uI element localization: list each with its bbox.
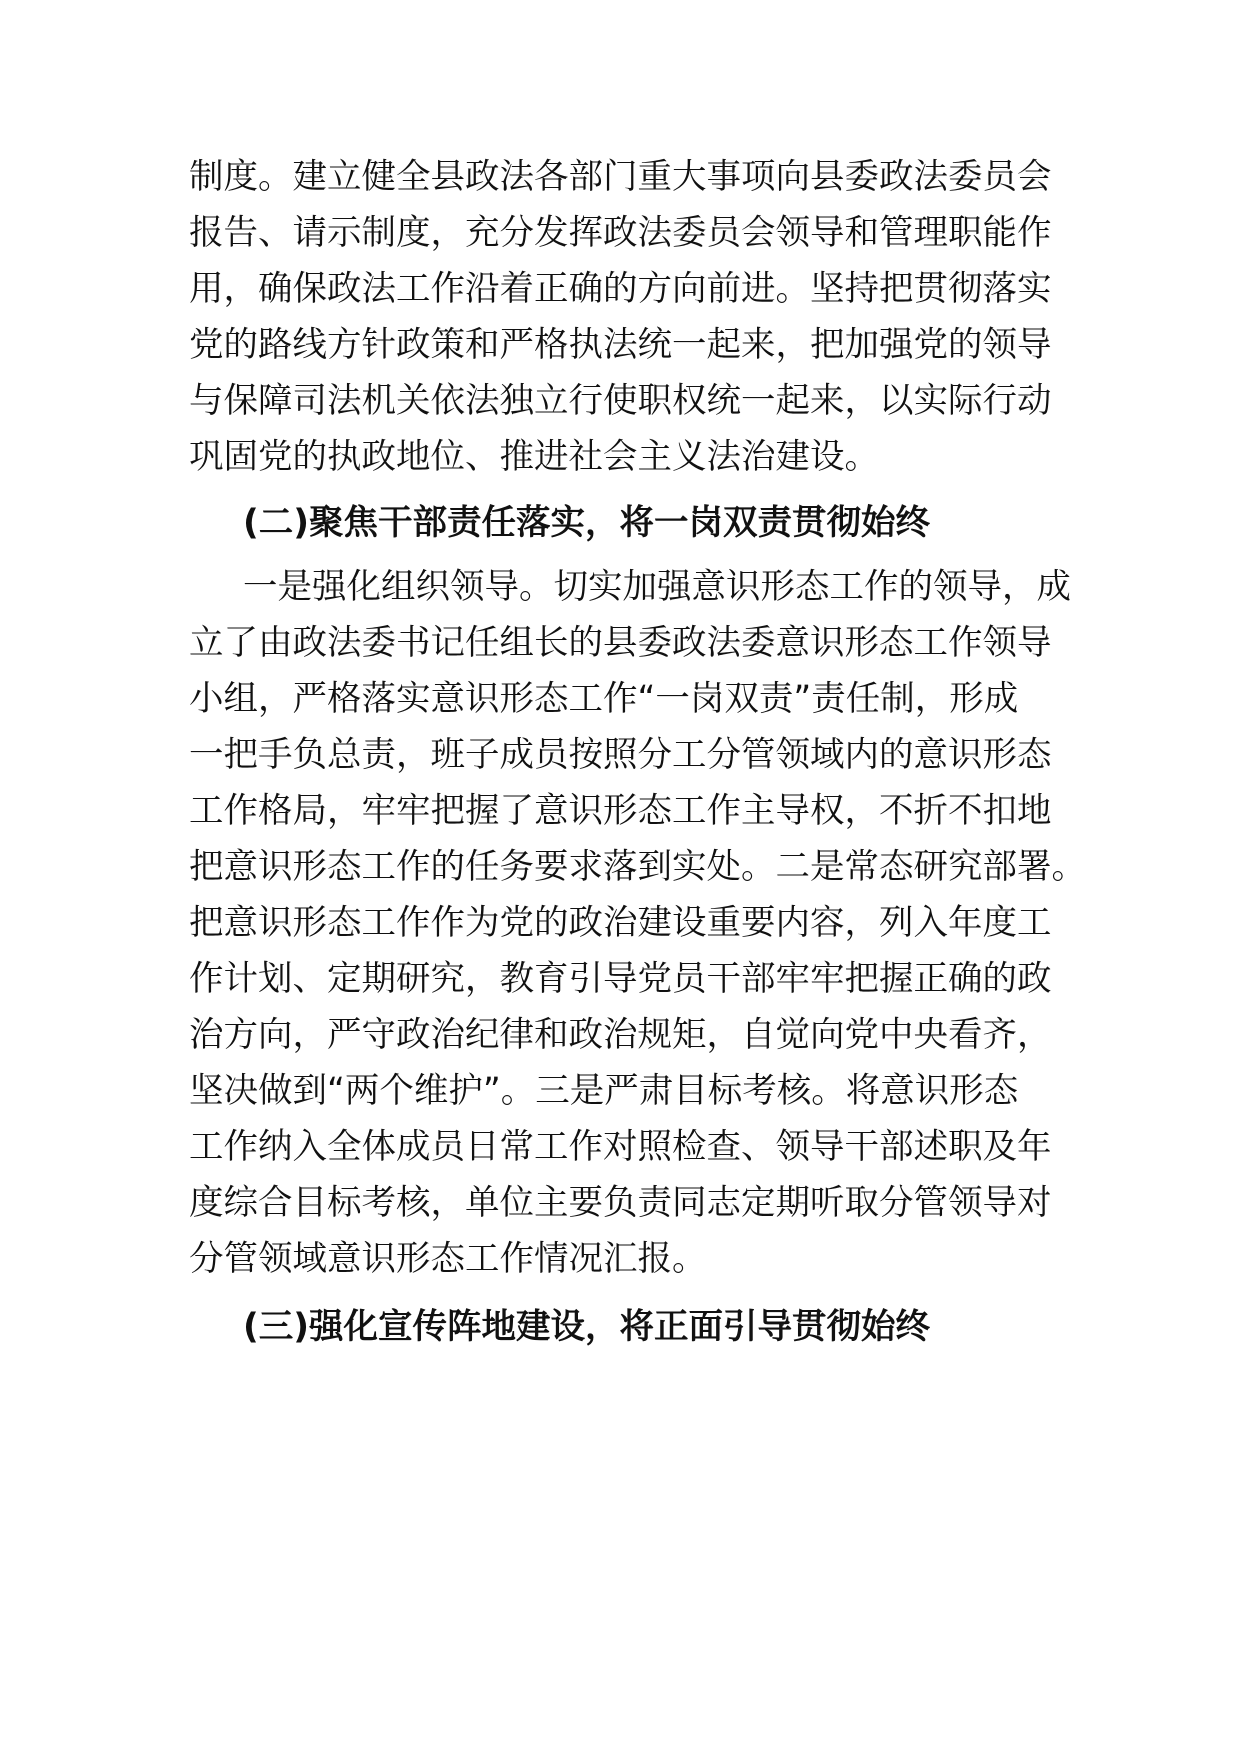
paragraph2-line-6: 把意识形态工作的任务要求落到实处。二是常态研究部署。	[189, 847, 1086, 887]
paragraph2-line-5: 工作格局，牢牢把握了意识形态工作主导权，不折不扣地	[189, 791, 1052, 831]
paragraph2-line-1: 一是强化组织领导。切实加强意识形态工作的领导，成	[243, 567, 1071, 607]
paragraph1-line-1: 制度。建立健全县政法各部门重大事项向县委政法委员会	[189, 157, 1052, 197]
paragraph2-line-12: 度综合目标考核，单位主要负责同志定期听取分管领导对	[189, 1183, 1052, 1223]
paragraph2-line-3: 小组，严格落实意识形态工作“一岗双责”责任制，形成	[189, 679, 1019, 719]
paragraph1-line-4: 党的路线方针政策和严格执法统一起来，把加强党的领导	[189, 325, 1052, 365]
paragraph2-line-8: 作计划、定期研究，教育引导党员干部牢牢把握正确的政	[189, 959, 1052, 999]
paragraph2-line-2: 立了由政法委书记任组长的县委政法委意识形态工作领导	[189, 623, 1052, 663]
paragraph1-line-3: 用，确保政法工作沿着正确的方向前进。坚持把贯彻落实	[189, 269, 1052, 309]
paragraph1-line-6: 巩固党的执政地位、推进社会主义法治建设。	[189, 437, 879, 477]
paragraph2-line-9: 治方向，严守政治纪律和政治规矩，自觉向党中央看齐，	[189, 1015, 1052, 1055]
section-heading-2: (二)聚焦干部责任落实，将一岗双责贯彻始终	[243, 503, 931, 543]
paragraph2-line-7: 把意识形态工作作为党的政治建设重要内容，列入年度工	[189, 903, 1052, 943]
paragraph2-line-13: 分管领域意识形态工作情况汇报。	[189, 1239, 707, 1279]
paragraph2-line-11: 工作纳入全体成员日常工作对照检查、领导干部述职及年	[189, 1127, 1052, 1167]
paragraph1-line-5: 与保障司法机关依法独立行使职权统一起来，以实际行动	[189, 381, 1052, 421]
paragraph1-line-2: 报告、请示制度，充分发挥政法委员会领导和管理职能作	[189, 213, 1052, 253]
paragraph2-line-4: 一把手负总责，班子成员按照分工分管领域内的意识形态	[189, 735, 1052, 775]
section-heading-3: (三)强化宣传阵地建设，将正面引导贯彻始终	[243, 1307, 931, 1347]
paragraph2-line-10: 坚决做到“两个维护”。三是严肃目标考核。将意识形态	[189, 1071, 1019, 1111]
